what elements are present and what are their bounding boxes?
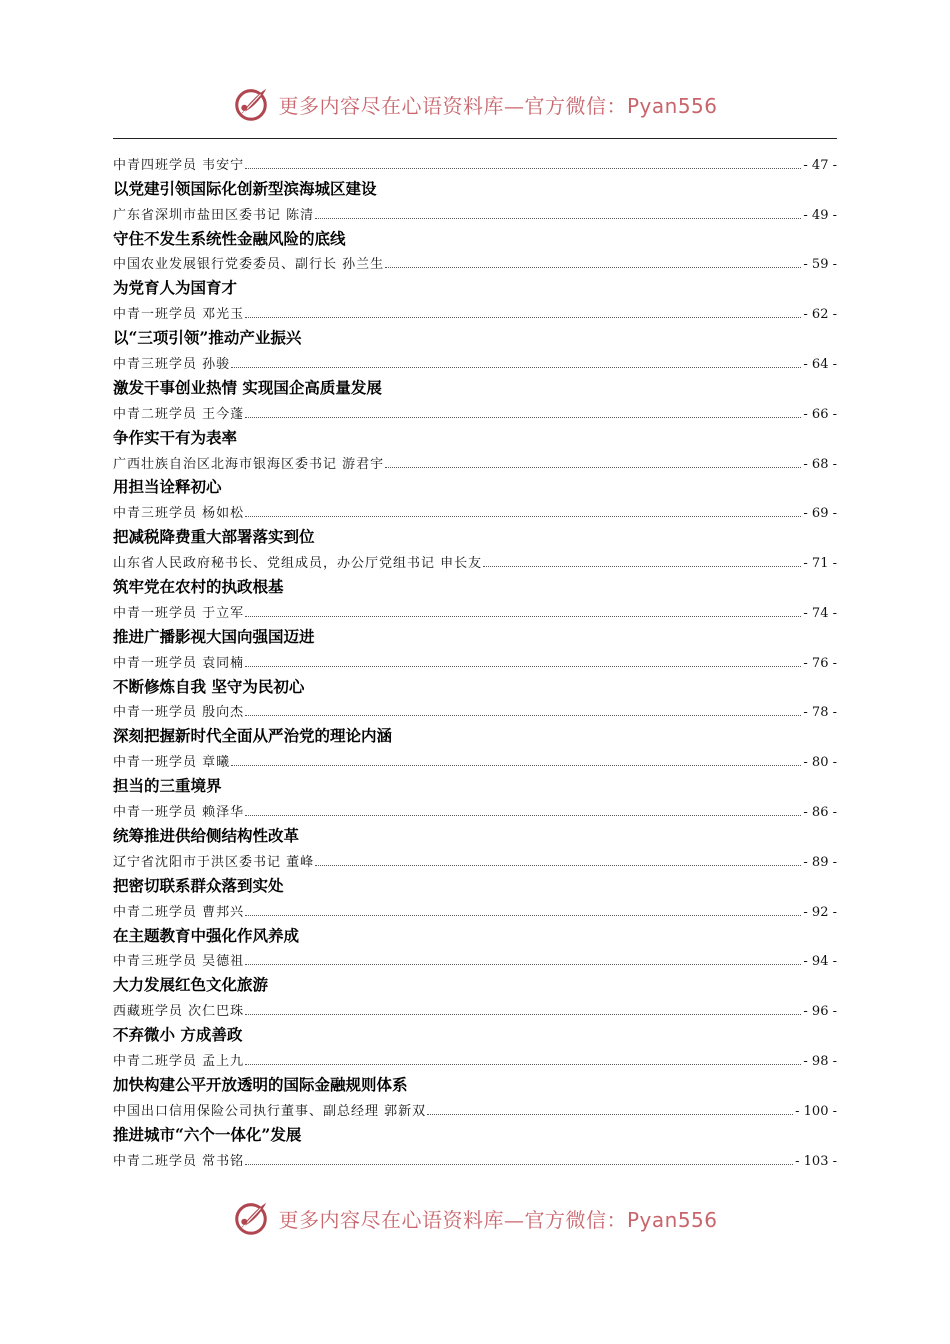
- toc-section-title[interactable]: [113, 226, 837, 251]
- entry-author: 中青三班学员 杨如松: [113, 506, 245, 522]
- dot-leader: [245, 915, 801, 916]
- section-title-text: 加快构建公平开放透明的国际金融规则体系: [113, 1074, 408, 1094]
- dot-leader: [231, 367, 801, 368]
- page-number: - 68 -: [803, 456, 837, 472]
- header-rule: [113, 138, 837, 139]
- page-number: - 92 -: [803, 904, 837, 920]
- page-number: - 86 -: [803, 805, 837, 821]
- section-title-text: 以党建引领国际化创新型滨海城区建设: [113, 178, 377, 198]
- dot-leader: [245, 666, 801, 667]
- page-number: - 59 -: [803, 257, 837, 273]
- toc-entry[interactable]: [113, 201, 837, 226]
- toc-entry[interactable]: [113, 1147, 837, 1172]
- dot-leader: [315, 218, 801, 219]
- toc-entry[interactable]: [113, 748, 837, 773]
- toc-entry[interactable]: [113, 450, 837, 475]
- entry-author: 中青三班学员 孙骏: [113, 357, 231, 373]
- toc-entry[interactable]: [113, 649, 837, 674]
- entry-author: 山东省人民政府秘书长、党组成员，办公厅党组书记 申长友: [113, 556, 483, 572]
- toc-section-title[interactable]: [113, 674, 837, 699]
- toc-entry[interactable]: [113, 549, 837, 574]
- page-number: - 66 -: [803, 406, 837, 422]
- section-title-text: 不断修炼自我 坚守为民初心: [113, 676, 305, 696]
- section-title-text: 深刻把握新时代全面从严治党的理论内涵: [113, 726, 393, 746]
- page-number: - 98 -: [803, 1053, 837, 1069]
- dot-leader: [231, 765, 801, 766]
- entry-author: 中青一班学员 赖泽华: [113, 805, 245, 821]
- section-title-text: 争作实干有为表率: [113, 427, 238, 447]
- header-banner-text: 更多内容尽在心语资料库—官方微信：Pyan556: [278, 93, 718, 118]
- toc-section-title[interactable]: [113, 1072, 837, 1097]
- toc-section-title[interactable]: [113, 823, 837, 848]
- toc-section-title[interactable]: [113, 972, 837, 997]
- toc-entry[interactable]: [113, 1047, 837, 1072]
- dot-leader: [245, 168, 801, 169]
- section-title-text: 以“三项引领”推动产业振兴: [113, 328, 302, 348]
- table-of-contents: [113, 151, 837, 1172]
- entry-author: 中国出口信用保险公司执行董事、副总经理 郭新双: [113, 1103, 427, 1119]
- dot-leader: [245, 815, 801, 816]
- toc-entry[interactable]: [113, 599, 837, 624]
- entry-author: 中青二班学员 王今蓬: [113, 406, 245, 422]
- toc-section-title[interactable]: [113, 1022, 837, 1047]
- toc-entry[interactable]: [113, 948, 837, 973]
- entry-author: 中青四班学员 韦安宁: [113, 157, 245, 173]
- dot-leader: [245, 317, 801, 318]
- toc-entry[interactable]: [113, 350, 837, 375]
- toc-entry[interactable]: [113, 848, 837, 873]
- section-title-text: 在主题教育中强化作风养成: [113, 925, 300, 945]
- dot-leader: [385, 467, 801, 468]
- section-title-text: 推进城市“六个一体化”发展: [113, 1124, 302, 1144]
- page-number: - 89 -: [803, 854, 837, 870]
- dot-leader: [245, 417, 801, 418]
- page-number: - 76 -: [803, 655, 837, 671]
- toc-section-title[interactable]: [113, 475, 837, 500]
- toc-section-title[interactable]: [113, 325, 837, 350]
- section-title-text: 不弃微小 方成善政: [113, 1025, 243, 1045]
- entry-author: 广西壮族自治区北海市银海区委书记 游君宇: [113, 456, 385, 472]
- entry-author: 中青一班学员 邓光玉: [113, 307, 245, 323]
- toc-section-title[interactable]: [113, 524, 837, 549]
- footer-banner-text: 更多内容尽在心语资料库—官方微信：Pyan556: [278, 1207, 718, 1232]
- page-number: - 71 -: [803, 556, 837, 572]
- entry-author: 中国农业发展银行党委委员、副行长 孙兰生: [113, 257, 385, 273]
- page-number: - 103 -: [795, 1153, 837, 1169]
- entry-author: 广东省深圳市盐田区委书记 陈清: [113, 207, 315, 223]
- page-number: - 100 -: [795, 1103, 837, 1119]
- dot-leader: [245, 616, 801, 617]
- toc-section-title[interactable]: [113, 873, 837, 898]
- section-title-text: 推进广播影视大国向强国迈进: [113, 626, 315, 646]
- page-number: - 74 -: [803, 605, 837, 621]
- entry-author: 中青三班学员 吴德祖: [113, 954, 245, 970]
- page-number: - 47 -: [803, 157, 837, 173]
- dot-leader: [427, 1114, 793, 1115]
- toc-entry[interactable]: [113, 898, 837, 923]
- quill-logo-icon: [232, 1199, 270, 1237]
- dot-leader: [483, 566, 801, 567]
- toc-entry[interactable]: [113, 1097, 837, 1122]
- entry-author: 中青二班学员 常书铭: [113, 1153, 245, 1169]
- entry-author: 中青二班学员 孟上九: [113, 1053, 245, 1069]
- entry-author: 中青一班学员 章曦: [113, 755, 231, 771]
- dot-leader: [245, 964, 801, 965]
- section-title-text: 大力发展红色文化旅游: [113, 975, 269, 995]
- toc-section-title[interactable]: [113, 275, 837, 300]
- dot-leader: [245, 1164, 793, 1165]
- dot-leader: [245, 1014, 801, 1015]
- dot-leader: [315, 865, 801, 866]
- section-title-text: 为党育人为国育才: [113, 278, 238, 298]
- page-number: - 64 -: [803, 357, 837, 373]
- toc-entry[interactable]: [113, 151, 837, 176]
- page-number: - 80 -: [803, 755, 837, 771]
- toc-section-title[interactable]: [113, 176, 837, 201]
- toc-section-title[interactable]: [113, 723, 837, 748]
- header-banner: [0, 84, 950, 124]
- page-number: - 62 -: [803, 307, 837, 323]
- toc-section-title[interactable]: [113, 574, 837, 599]
- section-title-text: 担当的三重境界: [113, 776, 222, 796]
- entry-author: 中青一班学员 袁同楠: [113, 655, 245, 671]
- entry-author: 中青二班学员 曹邦兴: [113, 904, 245, 920]
- toc-entry[interactable]: [113, 499, 837, 524]
- page-number: - 94 -: [803, 954, 837, 970]
- toc-entry[interactable]: [113, 300, 837, 325]
- section-title-text: 统筹推进供给侧结构性改革: [113, 825, 300, 845]
- toc-entry[interactable]: [113, 699, 837, 724]
- toc-entry[interactable]: [113, 400, 837, 425]
- section-title-text: 筑牢党在农村的执政根基: [113, 577, 284, 597]
- quill-logo-icon: [232, 85, 270, 123]
- entry-author: 中青一班学员 于立军: [113, 605, 245, 621]
- toc-entry[interactable]: [113, 798, 837, 823]
- section-title-text: 守住不发生系统性金融风险的底线: [113, 228, 346, 248]
- toc-section-title[interactable]: [113, 375, 837, 400]
- section-title-text: 把密切联系群众落到实处: [113, 875, 284, 895]
- dot-leader: [245, 516, 801, 517]
- dot-leader: [245, 1064, 801, 1065]
- page-number: - 78 -: [803, 705, 837, 721]
- toc-section-title[interactable]: [113, 425, 837, 450]
- entry-author: 西藏班学员 次仁巴珠: [113, 1004, 245, 1020]
- footer-banner: [0, 1198, 950, 1238]
- toc-entry[interactable]: [113, 251, 837, 276]
- page-number: - 49 -: [803, 207, 837, 223]
- section-title-text: 用担当诠释初心: [113, 477, 222, 497]
- toc-entry[interactable]: [113, 997, 837, 1022]
- entry-author: 辽宁省沈阳市于洪区委书记 董峰: [113, 854, 315, 870]
- section-title-text: 激发干事创业热情 实现国企高质量发展: [113, 377, 382, 397]
- dot-leader: [245, 715, 801, 716]
- toc-section-title[interactable]: [113, 1122, 837, 1147]
- page-number: - 69 -: [803, 506, 837, 522]
- toc-section-title[interactable]: [113, 923, 837, 948]
- page-number: - 96 -: [803, 1004, 837, 1020]
- section-title-text: 把减税降费重大部署落实到位: [113, 527, 315, 547]
- toc-section-title[interactable]: [113, 624, 837, 649]
- dot-leader: [385, 267, 801, 268]
- toc-section-title[interactable]: [113, 773, 837, 798]
- entry-author: 中青一班学员 殷向杰: [113, 705, 245, 721]
